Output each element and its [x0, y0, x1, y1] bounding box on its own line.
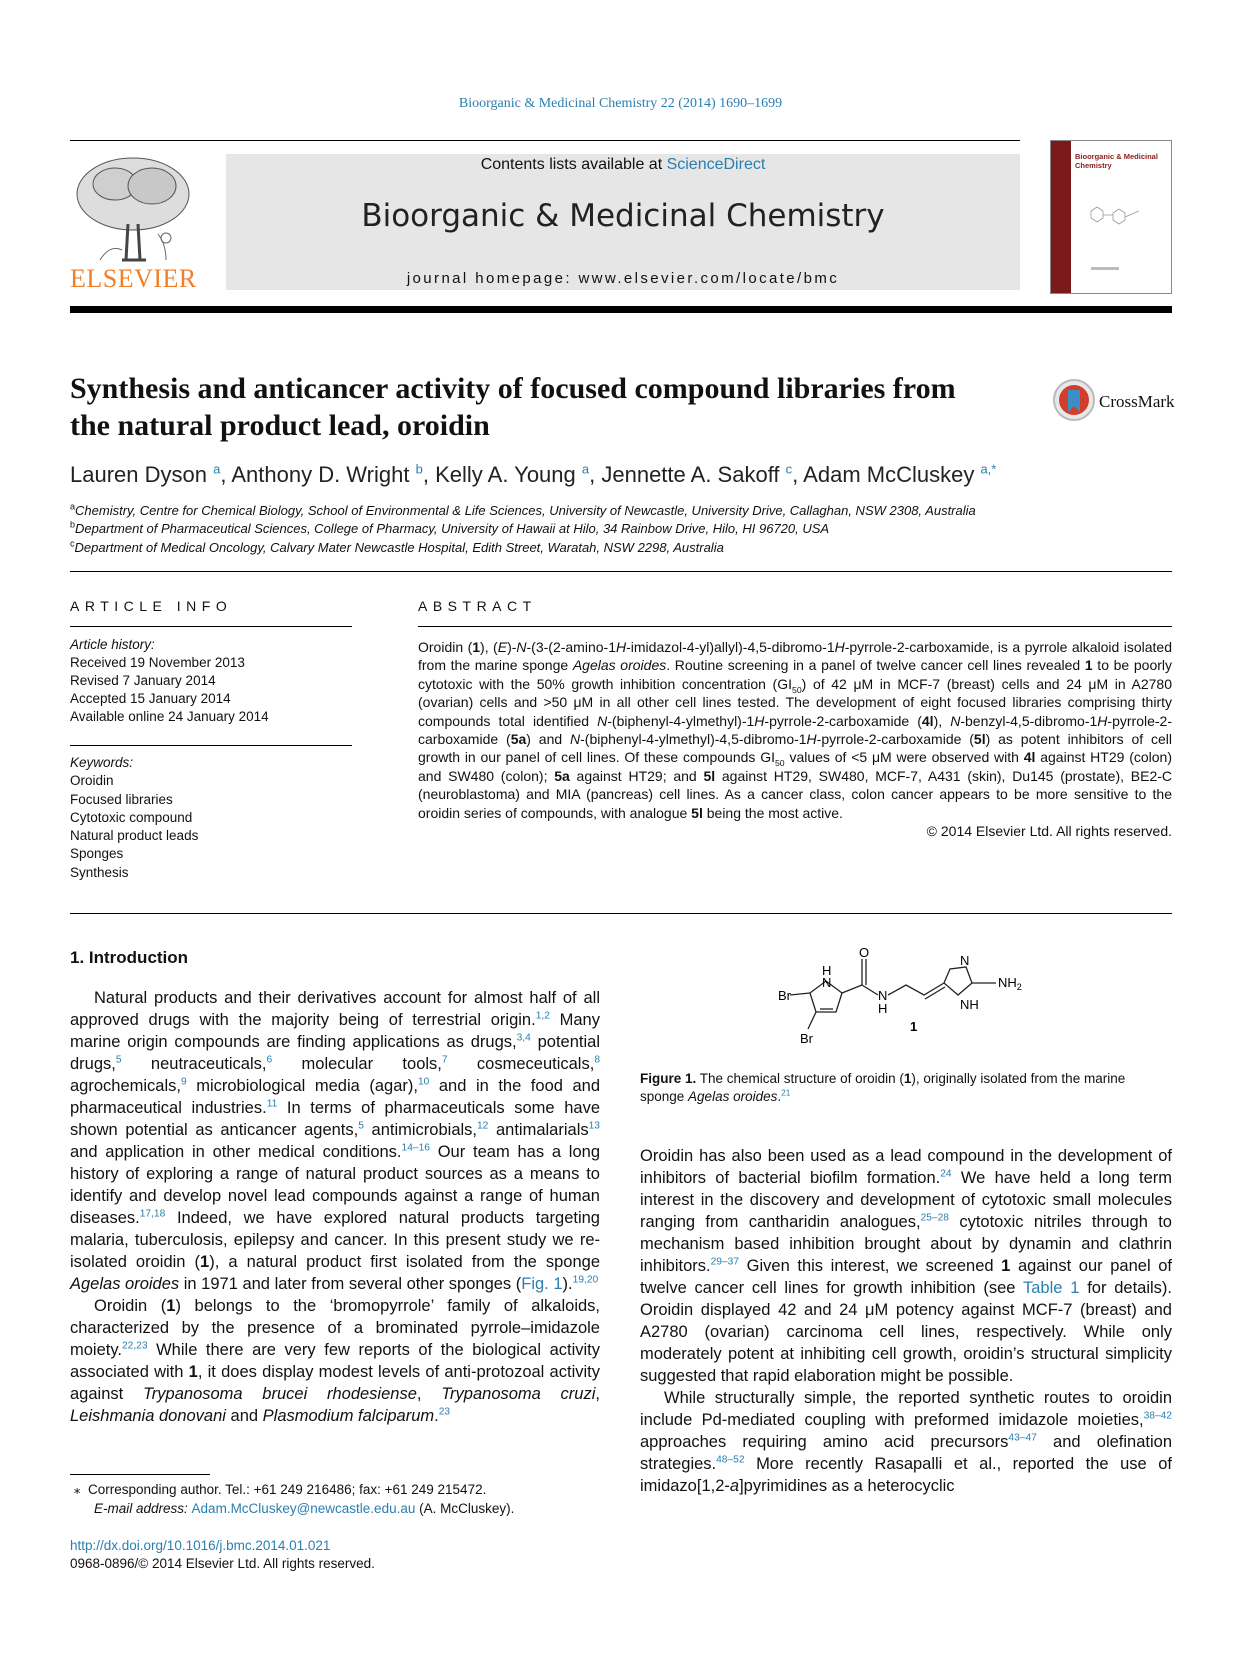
- author-name[interactable]: Adam McCluskey: [803, 462, 975, 487]
- oroidin-structure-figure: [760, 945, 1060, 1065]
- author-name[interactable]: Kelly A. Young: [435, 462, 576, 487]
- article-info-heading: ARTICLE INFO: [70, 598, 233, 614]
- figure-label: Figure 1.: [640, 1071, 697, 1086]
- abstract-body: [418, 638, 1172, 840]
- history-accepted: Accepted 15 January 2014: [70, 691, 231, 706]
- author-affiliation-mark[interactable]: a: [581, 461, 590, 477]
- doi-block: [70, 1537, 375, 1573]
- compound-number: 1: [910, 1019, 918, 1034]
- keyword: Oroidin: [70, 773, 114, 789]
- affiliation-rule: [70, 571, 1172, 572]
- corresponding-author-note: ⁎ Corresponding author. Tel.: +61 249 216486; fax: +61 249 215472.: [70, 1482, 487, 1497]
- keyword: Synthesis: [70, 864, 129, 880]
- pyrrole-h-label: H: [822, 963, 832, 978]
- elsevier-logo: [70, 154, 196, 294]
- sciencedirect-link[interactable]: ScienceDirect: [666, 156, 766, 173]
- article-title: [70, 370, 1030, 444]
- imidazole-n-label: N: [960, 953, 970, 968]
- cover-title: Bioorganic & Medicinal Chemistry: [1075, 152, 1158, 170]
- right-column-body: [640, 1145, 1172, 1497]
- contents-line: [226, 156, 1020, 174]
- affiliation-b: [70, 521, 1170, 536]
- elsevier-tree-icon: [70, 154, 196, 266]
- keyword: Cytotoxic compound: [70, 809, 193, 825]
- affiliation-text: Department of Medical Oncology, Calvary Mater Newcastle Hospital, Edith Street, Waratah, NSW 2298, Australia: [74, 540, 724, 555]
- left-column-body: [70, 987, 600, 1427]
- issn-copyright: 0968-0896/© 2014 Elsevier Ltd. All rights reserved.: [70, 1556, 375, 1571]
- author-list: Lauren Dyson $^a$, Anthony D. Wright $^b$, Kelly A. Young $^a$, Jennette A. Sakoff $^c$, Adam McCluskey $^{a,*}$: [70, 461, 997, 487]
- affiliation-key: c: [70, 538, 75, 549]
- corresponding-text: Corresponding author. Tel.: +61 249 216486; fax: +61 249 215472.: [88, 1482, 487, 1497]
- intro-paragraph-1: Natural products and their derivatives account for almost half of all approved drugs with the majority being of terrestrial origin.$^{1,2}$ Many marine origin compounds are finding applications as drugs,$^{3,4}$ potential drugs,$^5$ neutraceuticals,$^6$ molecular tools,$^7$ cosmeceuticals,$^8$ agrochemicals,$^9$ microbiological media (agar),$^{10}$ and in the food and pharmaceutical industries.$^{11}$ In terms of pharmaceuticals some have shown potential as anticancer agents,$^5$ antimicrobials,$^{12}$ antimalarials$^{13}$ and application in other medical conditions.$^{14-16}$ Our team has a long history of exploring a range of natural product sources as a means to identify and develop novel lead compounds against a range of human diseases.$^{17,18}$ Indeed, we have explored natural products targeting malaria, tuberculosis, epilepsy and cancer. In this present study we re-isolated oroidin (1), a natural product first isolated from the sponge Agelas oroides in 1971 and later from several other sponges (Fig. 1).$^{19,20}$: [70, 989, 600, 1293]
- author-affiliation-mark[interactable]: a: [213, 461, 221, 477]
- journal-cover-thumbnail[interactable]: [1050, 140, 1172, 294]
- affiliation-text: Department of Pharmaceutical Sciences, College of Pharmacy, University of Hawaii at Hilo, 34 Rainbow Drive, Hilo, HI 96720, USA: [75, 521, 830, 536]
- email-suffix: (A. McCluskey).: [415, 1501, 515, 1516]
- keyword: Focused libraries: [70, 791, 173, 807]
- author-name[interactable]: Jennette A. Sakoff: [601, 462, 780, 487]
- abstract-rule: [418, 626, 1172, 627]
- email-label: E-mail address:: [94, 1501, 192, 1516]
- top-rule: [70, 140, 1020, 141]
- affiliation-text: Chemistry, Centre for Chemical Biology, School of Environmental & Life Sciences, University of Newcastle, University Drive, Callaghan, NSW 2308, Australia: [75, 503, 976, 518]
- article-history: [70, 636, 360, 726]
- affiliation-a: [70, 503, 1170, 518]
- keyword: Natural product leads: [70, 828, 199, 844]
- affiliation-c: [70, 540, 1170, 555]
- imidazole-nh-label: NH: [960, 997, 979, 1012]
- keywords-list: [70, 754, 360, 882]
- intro-paragraph-4: While structurally simple, the reported synthetic routes to oroidin include Pd-mediated coupling with preformed imidazole moieties,$^{38-42}$ approaches requiring amino acid precursors$^{43-47}$ and olefination strategies.$^{48-52}$ More recently Rasapalli et al., reported the use of imidazo[1,2-a]pyrimidines as a heterocyclic: [640, 1389, 1172, 1495]
- history-online: Available online 24 January 2014: [70, 709, 269, 724]
- author-affiliation-mark[interactable]: a,*: [980, 461, 997, 477]
- amide-h-label: H: [878, 1001, 888, 1016]
- affiliation-key: b: [70, 519, 76, 530]
- header-thick-rule: [70, 306, 1172, 313]
- journal-header-banner: [226, 154, 1020, 290]
- elsevier-wordmark: ELSEVIER: [70, 264, 197, 293]
- journal-reference[interactable]: Bioorganic & Medicinal Chemistry 22 (2014) 1690–1699: [458, 96, 783, 111]
- contents-prefix: Contents lists available at: [480, 156, 667, 173]
- article-info-rule: [70, 626, 352, 627]
- citation[interactable]: 1,2: [535, 1010, 550, 1022]
- journal-homepage-link[interactable]: journal homepage: www.elsevier.com/locate/bmc: [406, 270, 840, 287]
- history-label: Article history:: [70, 637, 155, 652]
- keyword: Sponges: [70, 846, 124, 862]
- history-received: Received 19 November 2013: [70, 655, 245, 670]
- history-revised: Revised 7 January 2014: [70, 673, 216, 688]
- author-name[interactable]: Lauren Dyson: [70, 462, 207, 487]
- crossmark-icon: [1052, 378, 1096, 422]
- intro-paragraph-3: Oroidin has also been used as a lead compound in the development of inhibitors of bacterial biofilm formation.$^{24}$ We have held a long term interest in the discovery and development of cytotoxic small molecules ranging from cantharidin analogues,$^{25-28}$ cytotoxic nitriles through to mechanism based inhibition brought about by dynamin and clathrin inhibitors.$^{29-37}$ Given this interest, we screened 1 against our panel of twelve cancer cell lines for growth inhibition (see Table 1 for details). Oroidin displayed 42 and 24 μM potency against MCF-7 (breast) and A2780 (ovarian) carcinoma cell lines, respectively. While only moderately potent at inhibiting cell growth, oroidin’s structural simplicity suggested that rapid elaboration might be possible.: [640, 1147, 1173, 1385]
- affiliation-key: a: [70, 501, 76, 512]
- bromine-label: Br: [800, 1031, 813, 1046]
- crossmark-badge[interactable]: [1052, 378, 1175, 424]
- corresponding-footnote: [70, 1480, 610, 1518]
- title-line-2: the natural product lead, oroidin: [70, 409, 490, 442]
- amino-label: $NH_2$: [998, 975, 1022, 992]
- abstract-text: Oroidin (1), (E)-N-(3-(2-amino-1H-imidazol-4-yl)allyl)-4,5-dibromo-1H-pyrrole-2-carboxamide, is a pyrrole alkaloid isolated from the marine sponge Agelas oroides. Routine screening in a panel of twelve cancer cell lines revealed 1 to be poorly cytotoxic with the 50% growth inhibition concentration $(GI_{50})$ of 42 μM in MCF-7 (breast) cells and 24 μM in A2780 (ovarian) cells and >50 μM in all other cell lines tested. The development of eight focused libraries comprising thirty compounds total identified N-(biphenyl-4-ylmethyl)-1H-pyrrole-2-carboxamide (4l), N-benzyl-4,5-dibromo-1H-pyrrole-2-carboxamide (5a) and N-(biphenyl-4-ylmethyl)-4,5-dibromo-1H-pyrrole-2-carboxamide (5l) as potent inhibitors of cell growth in our panel of cell lines. Of these compounds $GI_{50}$ values of <5 μM were observed with 4l against HT29 (colon) and SW480 (colon); 5a against HT29; and 5l against HT29, SW480, MCF-7, A431 (skin), Du145 (prostate), BE2-C (neuroblastoma) and MIA (pancreas) cell lines. As a cancer class, colon cancer appears to be more sensitive to the oroidin series of compounds, with analogue 5l being the most active.: [418, 639, 1173, 821]
- pyrrole-n-label: N: [822, 975, 832, 990]
- cover-artwork-icon: [1051, 141, 1171, 293]
- author-affiliation-mark[interactable]: b: [415, 461, 423, 477]
- intro-paragraph-2: Oroidin (1) belongs to the ‘bromopyrrole’ family of alkaloids, characterized by the presence of a brominated pyrrole–imidazole moiety.$^{22,23}$ While there are very few reports of the biological activity associated with 1, it does display modest levels of anti-protozoal activity against Trypanosoma brucei rhodesiense, Trypanosoma cruzi, Leishmania donovani and Plasmodium falciparum.$^{23}$: [70, 1297, 600, 1425]
- abstract-heading: ABSTRACT: [418, 598, 537, 614]
- author-affiliation-mark[interactable]: c: [785, 461, 793, 477]
- footnote-rule: [70, 1474, 210, 1475]
- oxygen-label: O: [859, 945, 870, 960]
- section-rule: [70, 913, 1172, 914]
- email-link[interactable]: Adam.McCluskey@newcastle.edu.au: [191, 1501, 416, 1516]
- introduction-heading: 1. Introduction: [70, 948, 189, 967]
- keywords-rule: [70, 745, 352, 746]
- email-line: [70, 1499, 610, 1518]
- title-line-1: Synthesis and anticancer activity of focused compound libraries from: [70, 372, 956, 405]
- bromine-label: Br: [778, 988, 791, 1003]
- author-name[interactable]: Anthony D. Wright: [231, 462, 410, 487]
- amide-n-label: N: [878, 988, 888, 1003]
- abstract-copyright: © 2014 Elsevier Ltd. All rights reserved.: [926, 823, 1172, 840]
- keywords-label: Keywords:: [70, 755, 134, 770]
- figure-caption: Figure 1. The chemical structure of oroidin (1), originally isolated from the marine sponge Agelas oroides.$^{21}$: [640, 1071, 1126, 1104]
- crossmark-label: CrossMark: [1099, 392, 1175, 411]
- journal-name: Bioorganic & Medicinal Chemistry: [361, 198, 885, 234]
- doi-link[interactable]: http://dx.doi.org/10.1016/j.bmc.2014.01.021: [70, 1538, 331, 1553]
- oroidin-structure-icon: [760, 945, 1060, 1065]
